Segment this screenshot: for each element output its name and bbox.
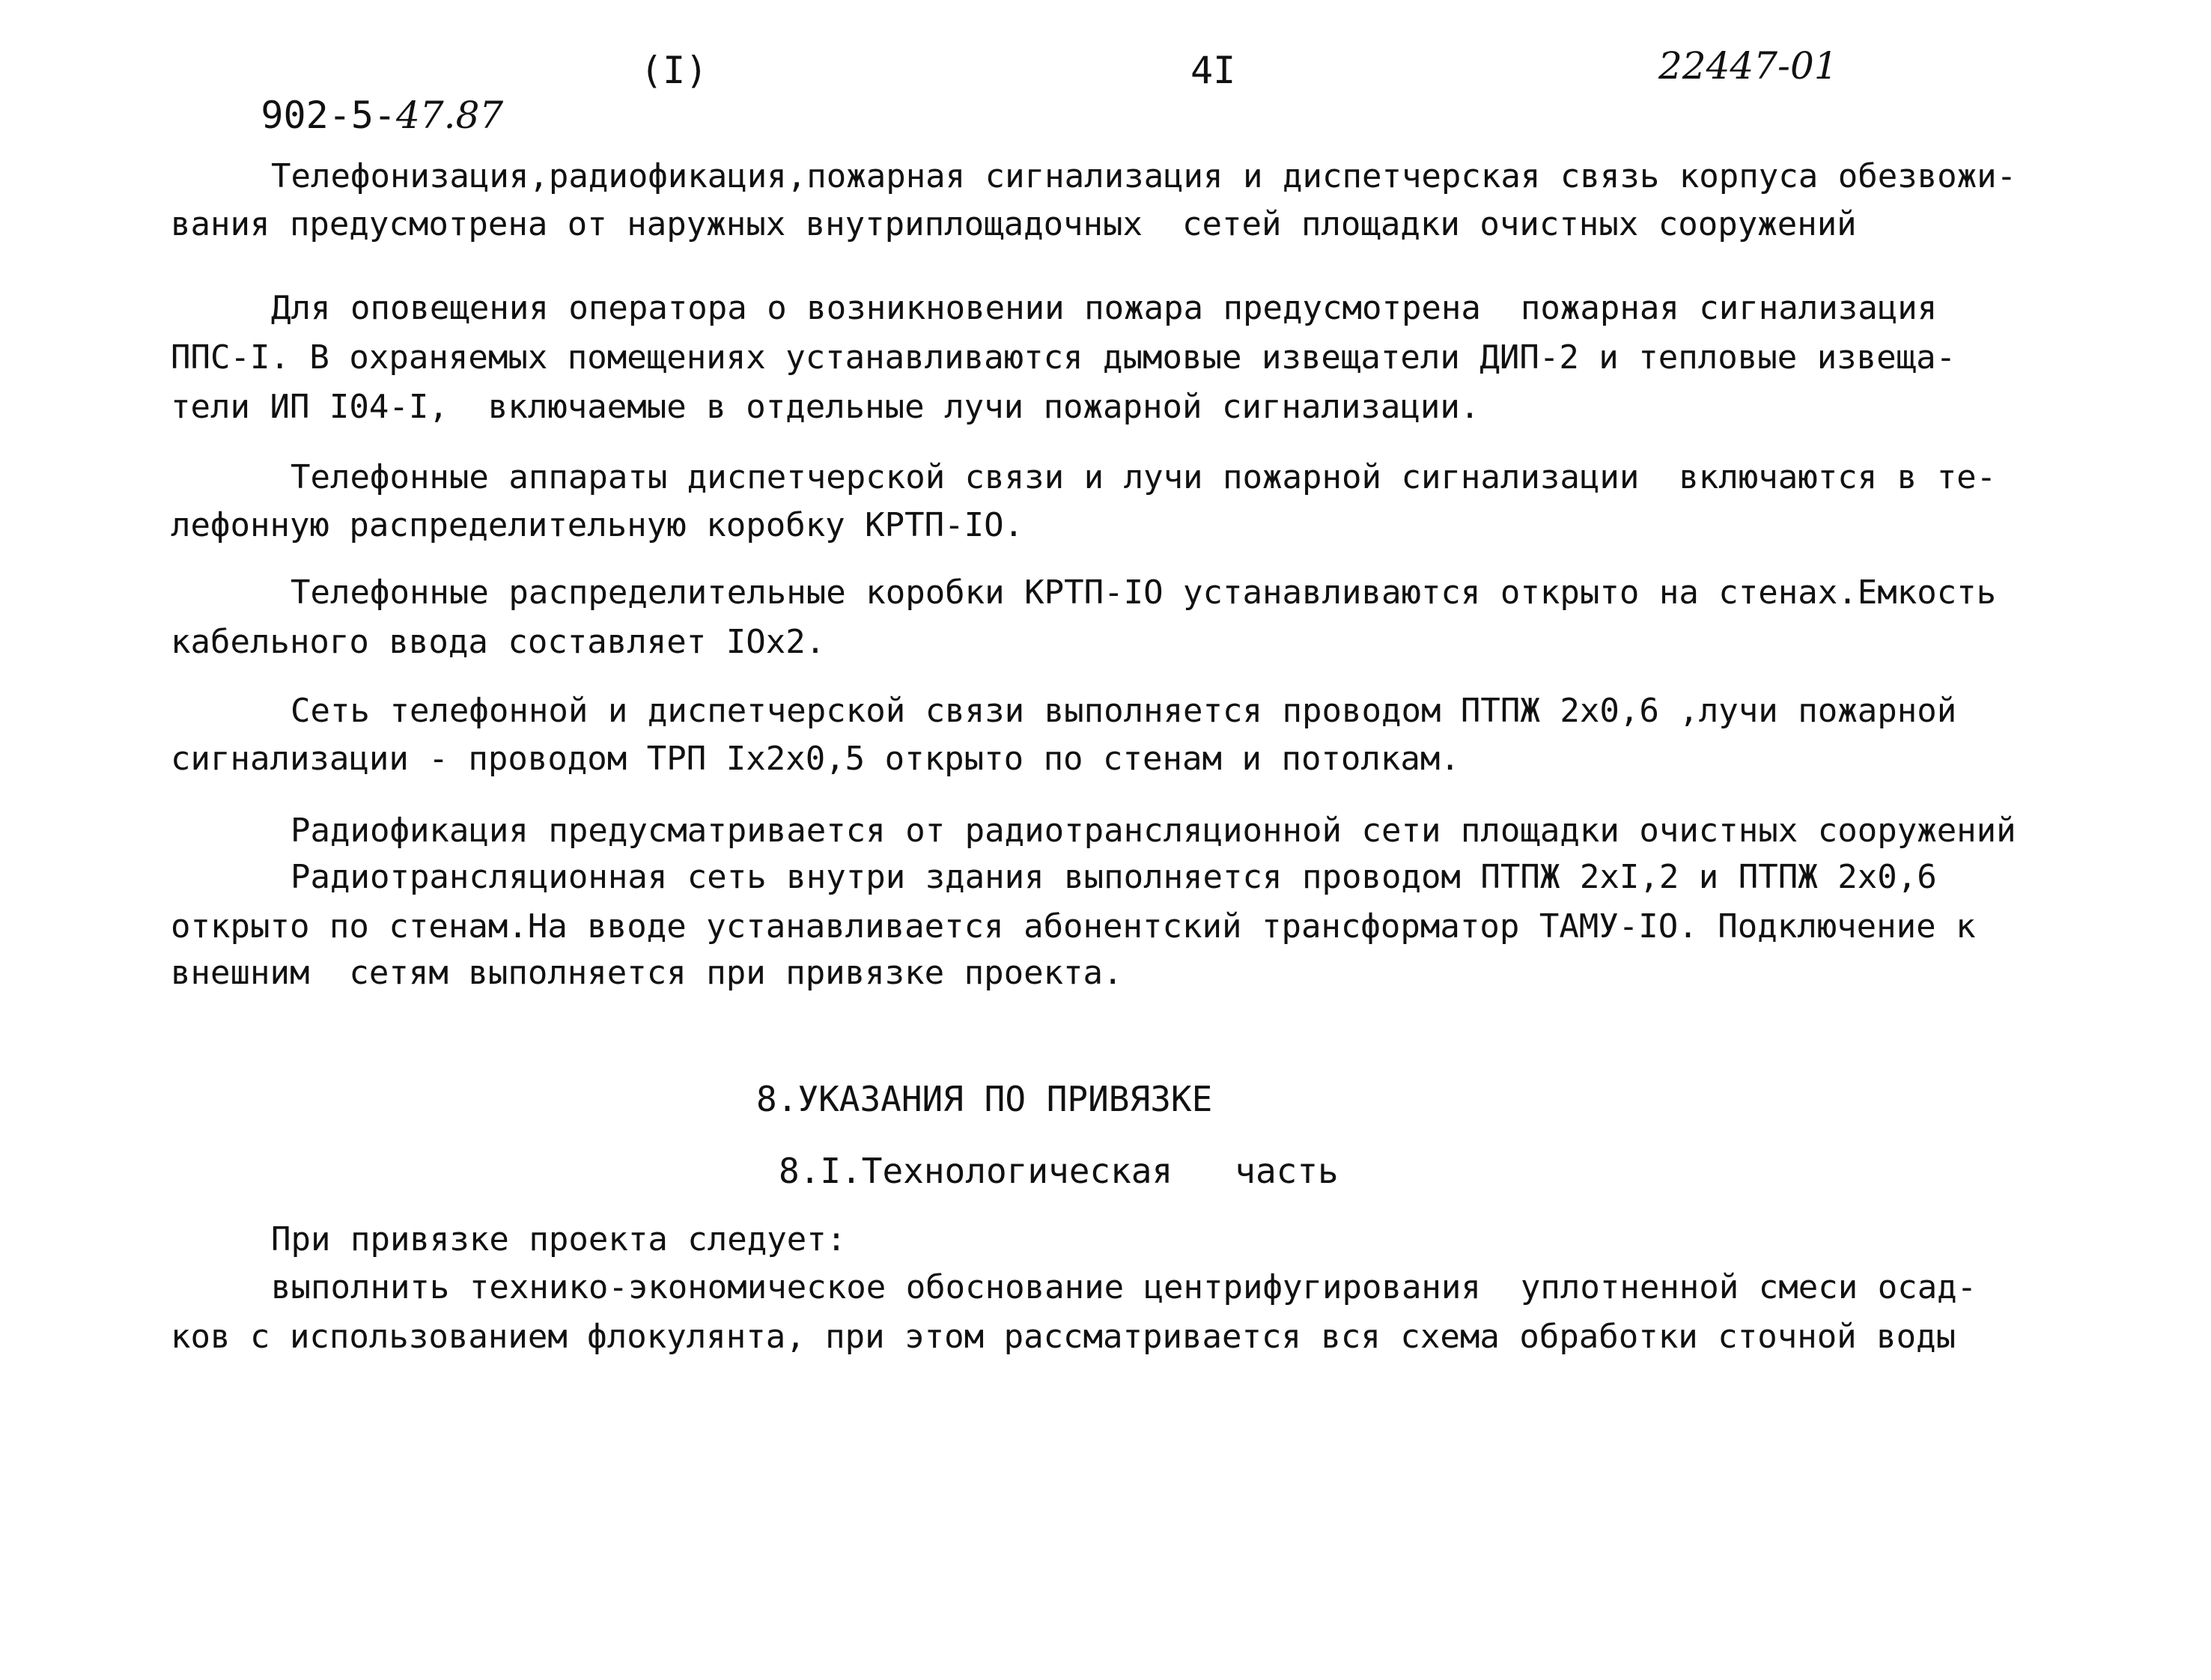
paragraph-line: Телефонные аппараты диспетчерской связи и лучи пожарной сигнализации включаются в те- — [291, 458, 1997, 496]
page-number: 4I — [1190, 49, 1236, 92]
document-number-prefix: 902-5- — [261, 94, 397, 137]
section-title: 8.УКАЗАНИЯ ПО ПРИВЯЗКЕ — [756, 1079, 1213, 1119]
closing-line: выполнить технико-экономическое обоснование центрифугирования уплотненной смеси осад- — [271, 1268, 1977, 1306]
paragraph-line: Радиофикация предусматривается от радиотрансляционной сети площадки очистных сооружений — [291, 812, 2016, 850]
inventory-number: 22447-01 — [1658, 44, 1838, 88]
paragraph-line: сигнализации - проводом ТРП Iх2х0,5 открыто по стенам и потолкам. — [171, 740, 1460, 778]
closing-line: ков с использованием флокулянта, при этом рассматривается вся схема обработки сточной воды — [171, 1318, 1956, 1356]
paragraph-line: кабельного ввода составляет IOx2. — [171, 623, 826, 661]
paragraph-line: Телефонные распределительные коробки КРТП-IO устанавливаются открыто на стенах.Емкость — [291, 573, 1997, 612]
paragraph-line: лефонную распределительную коробку КРТП-IO. — [171, 506, 1024, 544]
paragraph-line: открыто по стенам.На вводе устанавливается абонентский трансформатор ТАМУ-IO. Подключение к — [171, 907, 1976, 946]
document-number-handwritten: 47.87 — [396, 94, 504, 137]
album-number: (I) — [640, 49, 708, 92]
paragraph-line: Для оповещения оператора о возникновении пожара предусмотрена пожарная сигнализация — [271, 289, 1938, 327]
closing-intro: При привязке проекта следует: — [271, 1220, 847, 1259]
paragraph-line: тели ИП I04-I, включаемые в отдельные лучи пожарной сигнализации. — [171, 388, 1480, 426]
section-subtitle: 8.I.Технологическая часть — [779, 1151, 1339, 1191]
paragraph-line: Сеть телефонной и диспетчерской связи выполняется проводом ПТПЖ 2х0,6 ,лучи пожарной — [291, 692, 1957, 730]
paragraph-line: Телефонизация,радиофикация,пожарная сигнализация и диспетчерская связь корпуса обезвожи- — [271, 157, 2017, 195]
paragraph-line: Радиотрансляционная сеть внутри здания выполняется проводом ПТПЖ 2хI,2 и ПТПЖ 2х0,6 — [291, 858, 1937, 896]
paragraph-line: ППС-I. В охраняемых помещениях устанавливаются дымовые извещатели ДИП-2 и тепловые извеща- — [171, 338, 1956, 377]
paragraph-line: внешним сетям выполняется при привязке проекта. — [171, 954, 1123, 992]
paragraph-line: вания предусмотрена от наружных внутриплощадочных сетей площадки очистных сооружений — [171, 205, 1857, 243]
